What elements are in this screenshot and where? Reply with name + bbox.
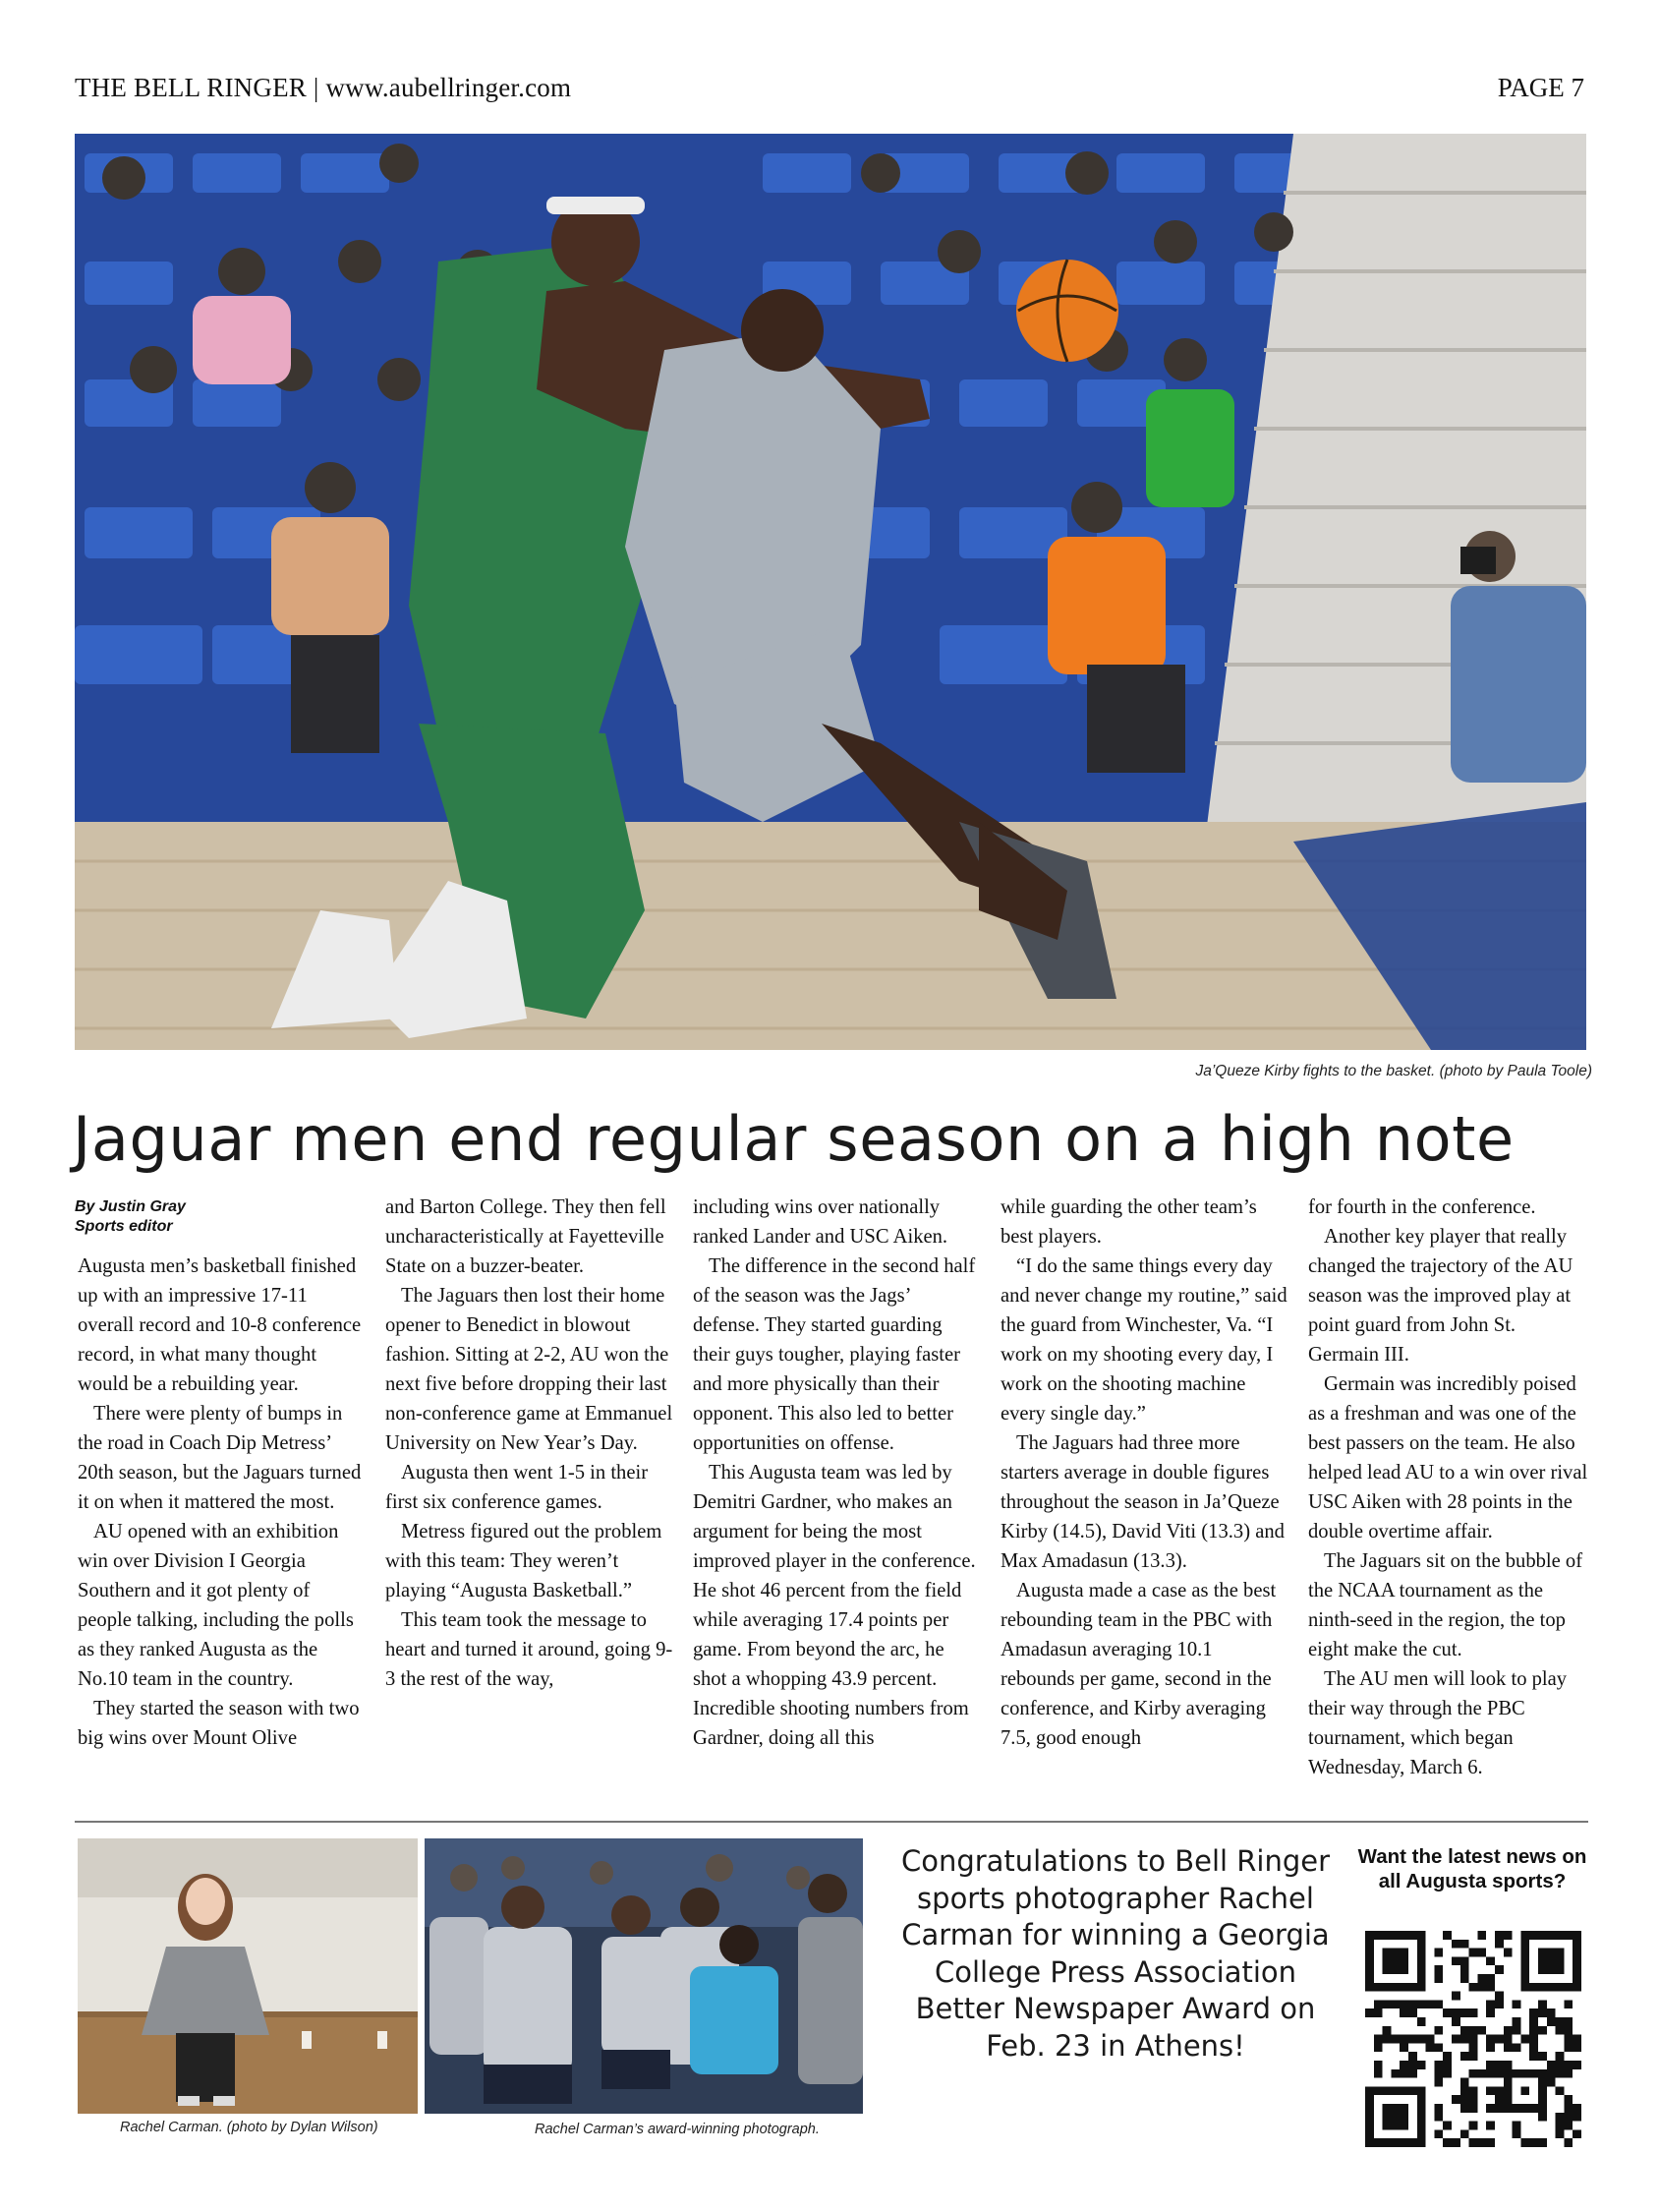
article-column-2 [385, 1193, 674, 1694]
sports-news-promo: Want the latest news on all Augusta sports? [1357, 1845, 1587, 1892]
byline-name: By Justin Gray [75, 1198, 186, 1215]
volleyball-photo [425, 1838, 863, 2114]
byline-title: Sports editor [75, 1218, 173, 1235]
paragraph: The AU men will look to play their way through the PBC tournament, which began Wednesday, March 6. [1308, 1668, 1568, 1778]
byline [75, 1197, 186, 1237]
paragraph: Augusta then went 1-5 in their first six conference games. [385, 1462, 649, 1513]
paragraph: Metress figured out the problem with this team: They weren’t playing “Augusta Basketball.” [385, 1521, 662, 1601]
paragraph: The difference in the second half of the season was the Jags’ defense. They started guarding their guys tougher, playing faster and more physically than their opponent. This also led to better opportunities on offense. [693, 1255, 976, 1454]
paragraph: AU opened with an exhibition win over Division I Georgia Southern and it got plenty of people talking, including the polls as they ranked Augusta as the No.10 team in the country. [78, 1521, 354, 1690]
paragraph: including wins over nationally ranked Lander and USC Aiken. [693, 1196, 948, 1248]
header-publication: THE BELL RINGER | www.aubellringer.com [75, 73, 572, 102]
article-headline: Jaguar men end regular season on a high note [73, 1103, 1515, 1175]
paragraph: and Barton College. They then fell uncharacteristically at Fayetteville State on a buzzer-beater. [385, 1196, 666, 1277]
page-number: PAGE 7 [1497, 73, 1584, 102]
paragraph: while guarding the other team’s best players. [1001, 1196, 1257, 1248]
paragraph: Another key player that really changed the trajectory of the AU season was the improved play at point guard from John St. Germain III. [1308, 1226, 1573, 1366]
paragraph: Germain was incredibly poised as a freshman and was one of the best passers on the team. He also helped lead AU to a win over rival USC Aiken with 28 points in the double overtime affair. [1308, 1373, 1588, 1543]
paragraph: This team took the message to heart and turned it around, going 9-3 the rest of the way, [385, 1609, 673, 1690]
paragraph: They started the season with two big wins over Mount Olive [78, 1698, 360, 1749]
article-column-3 [693, 1193, 982, 1753]
article-column-4 [1001, 1193, 1289, 1753]
paragraph: The Jaguars sit on the bubble of the NCAA tournament as the ninth-seed in the region, the top eight make the cut. [1308, 1550, 1583, 1660]
paragraph: for fourth in the conference. [1308, 1196, 1536, 1218]
paragraph: Augusta men’s basketball finished up with an impressive 17-11 overall record and 10-8 conference record, in what many thought would be a rebuilding year. [78, 1255, 362, 1395]
section-divider [75, 1821, 1588, 1823]
qr-code[interactable] [1365, 1931, 1581, 2147]
congratulations-notice: Congratulations to Bell Ringer sports photographer Rachel Carman for winning a Georgia College Press Association Better Newspaper Award on Feb. 23 in Athens! [900, 1844, 1331, 2063]
portrait-photo [78, 1838, 418, 2114]
paragraph: The Jaguars then lost their home opener to Benedict in blowout fashion. Sitting at 2-2, AU won the next five before dropping their last non-conference game at Emmanuel University on New Year’s Day. [385, 1285, 673, 1454]
paragraph: There were plenty of bumps in the road in Coach Dip Metress’ 20th season, but the Jaguars turned it on when it mattered the most. [78, 1403, 362, 1513]
paragraph: “I do the same things every day and never change my routine,” said the guard from Winchester, Va. “I work on my shooting every day, I work on the shooting machine every single day.” [1001, 1255, 1287, 1425]
portrait-caption: Rachel Carman. (photo by Dylan Wilson) [120, 2120, 378, 2135]
main-photo-caption: Ja’Queze Kirby fights to the basket. (photo by Paula Toole) [1195, 1063, 1592, 1079]
article-column-5 [1308, 1193, 1589, 1782]
paragraph: The Jaguars had three more starters average in double figures throughout the season in Ja’Queze Kirby (14.5), David Viti (13.3) and Max Amadasun (13.3). [1001, 1432, 1285, 1572]
paragraph: This Augusta team was led by Demitri Gardner, who makes an argument for being the most improved player in the conference. He shot 46 percent from the field while averaging 17.4 points per game. From beyond the arc, he shot a whopping 43.9 percent. Incredible shooting numbers from Gardner, doing all this [693, 1462, 976, 1749]
paragraph: Augusta made a case as the best rebounding team in the PBC with Amadasun averaging 10.1 rebounds per game, second in the conference, and Kirby averaging 7.5, good enough [1001, 1580, 1277, 1749]
award-photo-caption: Rachel Carman’s award-winning photograph. [535, 2122, 820, 2137]
basketball-photo [75, 134, 1586, 1050]
article-column-1 [78, 1252, 367, 1753]
